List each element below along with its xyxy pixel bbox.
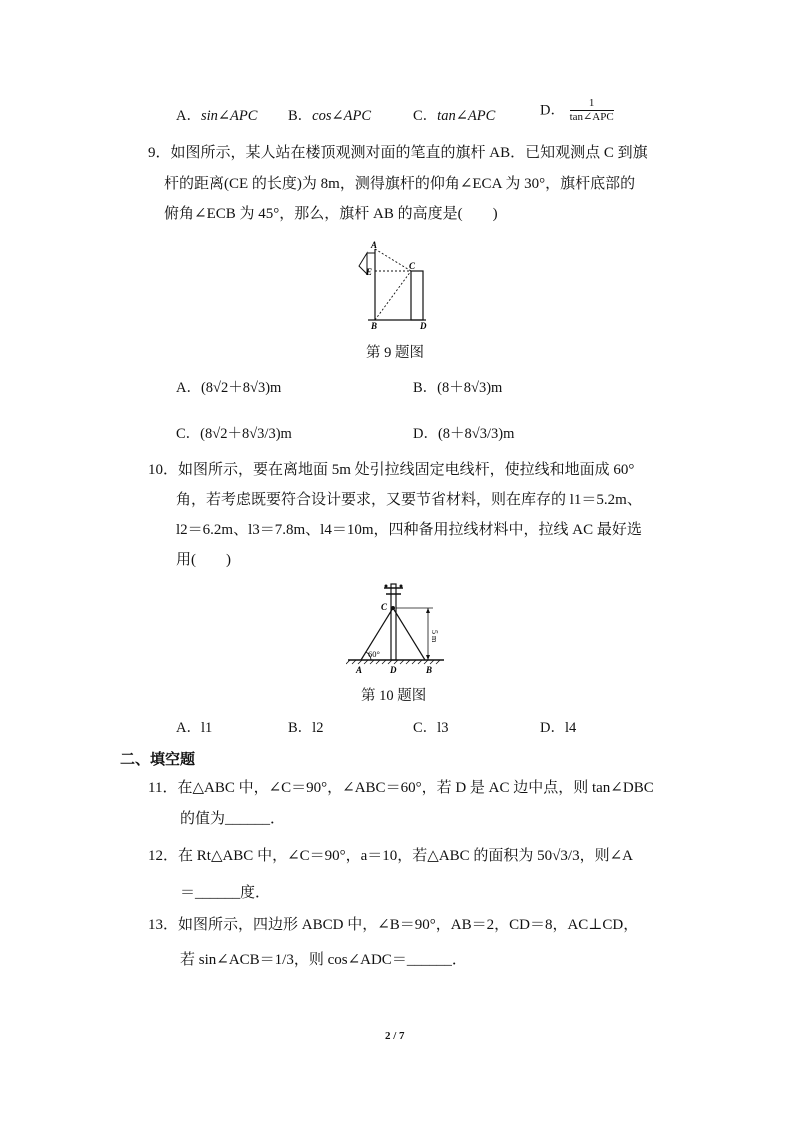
q9-option-d: D．(8＋8√3/3)m — [413, 426, 515, 442]
q10-line2: 角，若考虑既要符合设计要求，又要节省材料，则在库存的 l1＝5.2m、 — [176, 492, 642, 508]
q10-figure — [346, 578, 446, 678]
q10-label-d: D — [390, 665, 397, 675]
q8-option-c: C．tan∠APC — [413, 108, 496, 124]
q10-label-b: B — [426, 665, 433, 675]
q9-option-a: A．(8√2＋8√3)m — [176, 380, 282, 396]
q11-line1: 11．在△ABC 中，∠C＝90°，∠ABC＝60°，若 D 是 AC 边中点，则 tan∠DBC — [148, 780, 654, 796]
q10-line4: 用( ) — [176, 552, 231, 568]
q9-label-c: C — [409, 261, 416, 271]
q10-label-a: A — [356, 665, 363, 675]
q9-label-b: B — [371, 321, 378, 330]
q10-option-a: A．l1 — [176, 720, 213, 736]
q10-option-c: C．l3 — [413, 720, 449, 736]
q10-caption: 第 10 题图 — [361, 688, 427, 704]
q9-label-d: D — [420, 321, 427, 330]
q9-label-a: A — [371, 240, 378, 250]
q9-option-b: B．(8＋8√3)m — [413, 380, 503, 396]
q8-option-a-text: sin∠APC — [200, 108, 258, 124]
q12-line1: 12．在 Rt△ABC 中，∠C＝90°，a＝10，若△ABC 的面积为 50√3/3，则∠A — [148, 848, 633, 864]
q10-option-b: B．l2 — [288, 720, 324, 736]
q10-label-angle: 60° — [368, 649, 380, 659]
q13-line2: 若 sin∠ACB＝1/3，则 cos∠ADC＝______． — [180, 952, 467, 968]
q9-line1: 9．如图所示，某人站在楼顶观测对面的笔直的旗杆 AB．已知观测点 C 到旗 — [148, 145, 648, 161]
q13-line1: 13．如图所示，四边形 ABCD 中，∠B＝90°，AB＝2，CD＝8，AC⊥CD， — [148, 917, 639, 933]
q10-line1: 10．如图所示，要在离地面 5m 处引拉线固定电线杆，使拉线和地面成 60° — [148, 462, 635, 478]
q8-option-d: D． $\frac{1}{\text{tan∠APC}}$ — [540, 97, 614, 123]
q10-label-height: 5 m — [430, 630, 439, 643]
q9-figure — [354, 240, 434, 330]
q9-line3: 俯角∠ECB 为 45°，那么，旗杆 AB 的高度是( ) — [164, 206, 498, 222]
q8-option-a: A．sin∠APC — [176, 108, 258, 124]
q10-label-c: C — [381, 602, 388, 612]
q8-option-b-text: cos∠APC — [312, 108, 372, 124]
q9-line2: 杆的距离(CE 的长度)为 8m，测得旗杆的仰角∠ECA 为 30°，旗杆底部的 — [164, 176, 636, 192]
q10-option-d: D．l4 — [540, 720, 577, 736]
q9-label-e: E — [366, 267, 373, 277]
q11-line2: 的值为______． — [180, 811, 286, 827]
q8-option-d-fraction: $\frac{1}{\text{tan∠APC}}$ — [569, 97, 614, 123]
q8-option-c-text: tan∠APC — [437, 108, 496, 124]
q10-line3: l2＝6.2m、l3＝7.8m、l4＝10m，四种备用拉线材料中，拉线 AC 最好选 — [176, 522, 642, 538]
q12-line2: ＝______度． — [180, 885, 271, 901]
q9-caption: 第 9 题图 — [366, 345, 424, 361]
page-number: 2 / 7 — [385, 1030, 405, 1042]
q8-option-b: B．cos∠APC — [288, 108, 372, 124]
q9-option-c: C．(8√2＋8√3/3)m — [176, 426, 292, 442]
section-heading: 二、填空题 — [120, 750, 196, 768]
